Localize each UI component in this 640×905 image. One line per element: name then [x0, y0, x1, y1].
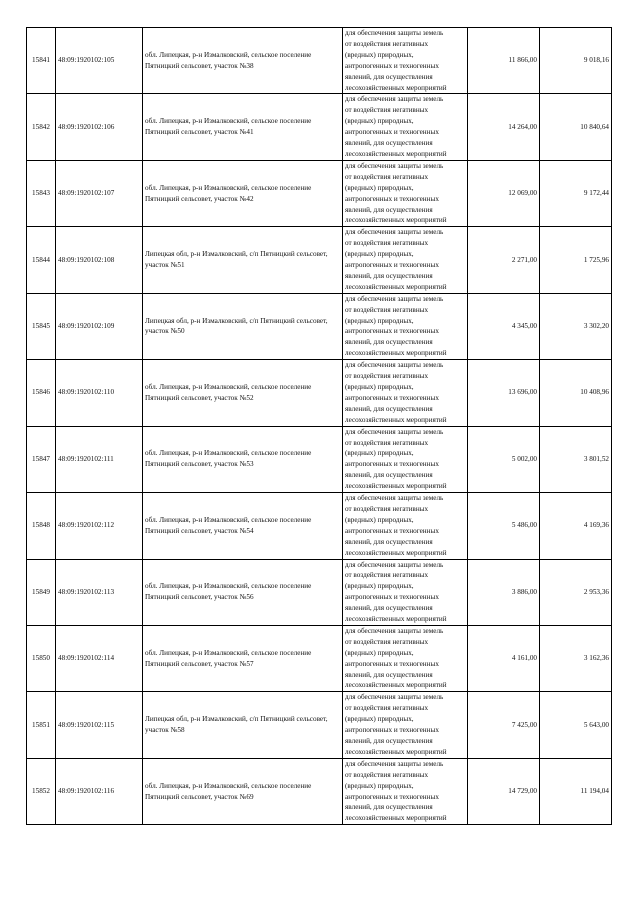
purpose-line: для обеспечения защиты земель	[345, 361, 444, 370]
table-row	[27, 227, 612, 293]
purpose-line: явлений, для осуществления	[345, 471, 433, 480]
purpose-line: (вредных) природных,	[345, 383, 414, 391]
purpose-line: антропогенных и техногенных	[345, 659, 439, 668]
value-2-cell: 5 643,00	[540, 692, 612, 758]
table-row	[27, 625, 612, 691]
purpose-line: (вредных) природных,	[345, 250, 414, 259]
value-1-cell: 12 069,00	[468, 160, 540, 226]
purpose-line: явлений, для осуществления	[345, 670, 433, 679]
purpose-cell	[343, 758, 468, 824]
purpose-line: от воздействия негативных	[345, 770, 429, 779]
purpose-line: лесохозяйственных мероприятий	[345, 216, 447, 225]
value-2-cell: 9 018,16	[540, 28, 612, 94]
purpose-line: явлений, для осуществления	[345, 139, 433, 148]
cadastral-number: 48:09:1920102:114	[56, 625, 143, 691]
value-1-cell: 4 161,00	[468, 625, 540, 691]
row-number: 15851	[27, 692, 56, 758]
purpose-line: лесохозяйственных мероприятий	[345, 282, 447, 291]
cadastral-number: 48:09:1920102:108	[56, 227, 143, 293]
purpose-line: (вредных) природных,	[345, 582, 414, 591]
table-body	[27, 28, 612, 825]
purpose-line: лесохозяйственных мероприятий	[345, 615, 447, 624]
purpose-line: от воздействия негативных	[345, 438, 429, 447]
purpose-line: антропогенных и техногенных	[345, 194, 439, 203]
purpose-line: антропогенных и техногенных	[345, 261, 439, 270]
purpose-cell	[343, 625, 468, 691]
purpose-line: от воздействия негативных	[345, 106, 429, 115]
address-cell: обл. Липецкая, р-н Измалковский, сельское поселение Пятницкий сельсовет, участок №41	[143, 94, 343, 160]
purpose-line: (вредных) природных,	[345, 183, 414, 192]
value-1-cell: 14 729,00	[468, 758, 540, 824]
row-number: 15843	[27, 160, 56, 226]
value-1-cell: 3 886,00	[468, 559, 540, 625]
address-cell: обл. Липецкая, р-н Измалковский, сельское поселение Пятницкий сельсовет, участок №52	[143, 360, 343, 426]
table-row	[27, 426, 612, 492]
cadastral-number: 48:09:1920102:112	[56, 493, 143, 559]
value-1-cell: 4 345,00	[468, 293, 540, 359]
purpose-cell	[343, 493, 468, 559]
purpose-cell	[343, 28, 468, 94]
address-cell: обл. Липецкая, р-н Измалковский, сельское поселение Пятницкий сельсовет, участок №69	[143, 758, 343, 824]
purpose-line: для обеспечения защиты земель	[345, 693, 444, 702]
purpose-line: лесохозяйственных мероприятий	[345, 482, 447, 491]
purpose-line: для обеспечения защиты земель	[345, 95, 444, 104]
address-cell: Липецкая обл, р-н Измалковский, с/п Пятницкий сельсовет, участок №51	[143, 227, 343, 293]
cadastral-number: 48:09:1920102:115	[56, 692, 143, 758]
purpose-line: (вредных) природных,	[345, 449, 414, 458]
purpose-line: для обеспечения защиты земель	[345, 494, 444, 503]
cadastral-number: 48:09:1920102:107	[56, 160, 143, 226]
purpose-line: лесохозяйственных мероприятий	[345, 83, 447, 92]
purpose-line: антропогенных и техногенных	[345, 327, 439, 336]
row-number: 15850	[27, 625, 56, 691]
table-row	[27, 160, 612, 226]
purpose-line: явлений, для осуществления	[345, 271, 433, 280]
cadastral-number: 48:09:1920102:109	[56, 293, 143, 359]
address-cell: обл. Липецкая, р-н Измалковский, сельское поселение Пятницкий сельсовет, участок №56	[143, 559, 343, 625]
value-1-cell: 2 271,00	[468, 227, 540, 293]
purpose-cell	[343, 94, 468, 160]
purpose-line: лесохозяйственных мероприятий	[345, 415, 447, 424]
cadastral-number: 48:09:1920102:110	[56, 360, 143, 426]
row-number: 15845	[27, 293, 56, 359]
purpose-line: от воздействия негативных	[345, 305, 429, 314]
value-2-cell: 3 801,52	[540, 426, 612, 492]
table-row	[27, 692, 612, 758]
purpose-line: антропогенных и техногенных	[345, 792, 439, 801]
purpose-line: явлений, для осуществления	[345, 803, 433, 812]
purpose-line: для обеспечения защиты земель	[345, 560, 444, 569]
table-row	[27, 360, 612, 426]
purpose-line: лесохозяйственных мероприятий	[345, 548, 447, 557]
purpose-line: для обеспечения защиты земель	[345, 161, 444, 170]
address-cell: Липецкая обл, р-н Измалковский, с/п Пятницкий сельсовет, участок №58	[143, 692, 343, 758]
address-cell: Липецкая обл, р-н Измалковский, с/п Пятницкий сельсовет, участок №50	[143, 293, 343, 359]
purpose-line: лесохозяйственных мероприятий	[345, 681, 447, 690]
purpose-line: явлений, для осуществления	[345, 338, 433, 347]
value-2-cell: 4 169,36	[540, 493, 612, 559]
purpose-line: (вредных) природных,	[345, 50, 414, 59]
cadastral-number: 48:09:1920102:116	[56, 758, 143, 824]
cadastral-number: 48:09:1920102:105	[56, 28, 143, 94]
value-1-cell: 13 696,00	[468, 360, 540, 426]
purpose-line: от воздействия негативных	[345, 372, 429, 381]
address-cell: обл. Липецкая, р-н Измалковский, сельское поселение Пятницкий сельсовет, участок №53	[143, 426, 343, 492]
value-2-cell: 10 408,96	[540, 360, 612, 426]
purpose-line: антропогенных и техногенных	[345, 726, 439, 735]
purpose-line: от воздействия негативных	[345, 571, 429, 580]
value-2-cell: 3 302,20	[540, 293, 612, 359]
value-1-cell: 5 002,00	[468, 426, 540, 492]
purpose-cell	[343, 692, 468, 758]
purpose-line: для обеспечения защиты земель	[345, 228, 444, 237]
purpose-line: (вредных) природных,	[345, 117, 414, 126]
cadastral-number: 48:09:1920102:113	[56, 559, 143, 625]
purpose-line: антропогенных и техногенных	[345, 61, 439, 70]
row-number: 15842	[27, 94, 56, 160]
value-1-cell: 7 425,00	[468, 692, 540, 758]
value-2-cell: 3 162,36	[540, 625, 612, 691]
value-2-cell: 9 172,44	[540, 160, 612, 226]
purpose-line: антропогенных и техногенных	[345, 460, 439, 469]
purpose-cell	[343, 426, 468, 492]
purpose-line: от воздействия негативных	[345, 239, 429, 248]
purpose-line: антропогенных и техногенных	[345, 593, 439, 602]
purpose-line: от воздействия негативных	[345, 39, 429, 48]
purpose-line: для обеспечения защиты земель	[345, 759, 444, 768]
row-number: 15844	[27, 227, 56, 293]
purpose-line: (вредных) природных,	[345, 316, 414, 325]
purpose-cell	[343, 559, 468, 625]
row-number: 15849	[27, 559, 56, 625]
value-2-cell: 1 725,96	[540, 227, 612, 293]
purpose-line: от воздействия негативных	[345, 704, 429, 713]
purpose-line: антропогенных и техногенных	[345, 393, 439, 402]
table-row	[27, 493, 612, 559]
address-cell: обл. Липецкая, р-н Измалковский, сельское поселение Пятницкий сельсовет, участок №38	[143, 28, 343, 94]
row-number: 15841	[27, 28, 56, 94]
table-row	[27, 559, 612, 625]
value-1-cell: 11 866,00	[468, 28, 540, 94]
purpose-line: от воздействия негативных	[345, 637, 429, 646]
value-1-cell: 14 264,00	[468, 94, 540, 160]
purpose-cell	[343, 360, 468, 426]
cadastral-number: 48:09:1920102:111	[56, 426, 143, 492]
purpose-line: от воздействия негативных	[345, 172, 429, 181]
purpose-line: антропогенных и техногенных	[345, 526, 439, 535]
table-row	[27, 28, 612, 94]
purpose-line: явлений, для осуществления	[345, 604, 433, 613]
table-row	[27, 94, 612, 160]
purpose-line: от воздействия негативных	[345, 504, 429, 513]
address-cell: обл. Липецкая, р-н Измалковский, сельское поселение Пятницкий сельсовет, участок №54	[143, 493, 343, 559]
purpose-line: явлений, для осуществления	[345, 404, 433, 413]
value-2-cell: 2 953,36	[540, 559, 612, 625]
purpose-cell	[343, 227, 468, 293]
purpose-line: лесохозяйственных мероприятий	[345, 747, 447, 756]
purpose-line: лесохозяйственных мероприятий	[345, 814, 447, 823]
purpose-line: для обеспечения защиты земель	[345, 626, 444, 635]
value-1-cell: 5 486,00	[468, 493, 540, 559]
land-registry-table	[26, 27, 612, 825]
purpose-line: лесохозяйственных мероприятий	[345, 149, 447, 158]
purpose-line: лесохозяйственных мероприятий	[345, 349, 447, 358]
cadastral-number: 48:09:1920102:106	[56, 94, 143, 160]
purpose-line: для обеспечения защиты земель	[345, 29, 444, 37]
purpose-line: (вредных) природных,	[345, 515, 414, 524]
row-number: 15852	[27, 758, 56, 824]
row-number: 15848	[27, 493, 56, 559]
purpose-line: явлений, для осуществления	[345, 205, 433, 214]
purpose-line: явлений, для осуществления	[345, 537, 433, 546]
purpose-cell	[343, 293, 468, 359]
row-number: 15846	[27, 360, 56, 426]
purpose-line: антропогенных и техногенных	[345, 128, 439, 137]
purpose-cell	[343, 160, 468, 226]
table-row	[27, 758, 612, 824]
address-cell: обл. Липецкая, р-н Измалковский, сельское поселение Пятницкий сельсовет, участок №57	[143, 625, 343, 691]
value-2-cell: 10 840,64	[540, 94, 612, 160]
address-cell: обл. Липецкая, р-н Измалковский, сельское поселение Пятницкий сельсовет, участок №42	[143, 160, 343, 226]
purpose-line: для обеспечения защиты земель	[345, 427, 444, 436]
purpose-line: явлений, для осуществления	[345, 737, 433, 745]
purpose-line: (вредных) природных,	[345, 781, 414, 790]
purpose-line: (вредных) природных,	[345, 648, 414, 657]
table-row	[27, 293, 612, 359]
purpose-line: для обеспечения защиты земель	[345, 294, 444, 303]
value-2-cell: 11 194,04	[540, 758, 612, 824]
purpose-line: (вредных) природных,	[345, 715, 414, 724]
purpose-line: явлений, для осуществления	[345, 72, 433, 81]
row-number: 15847	[27, 426, 56, 492]
